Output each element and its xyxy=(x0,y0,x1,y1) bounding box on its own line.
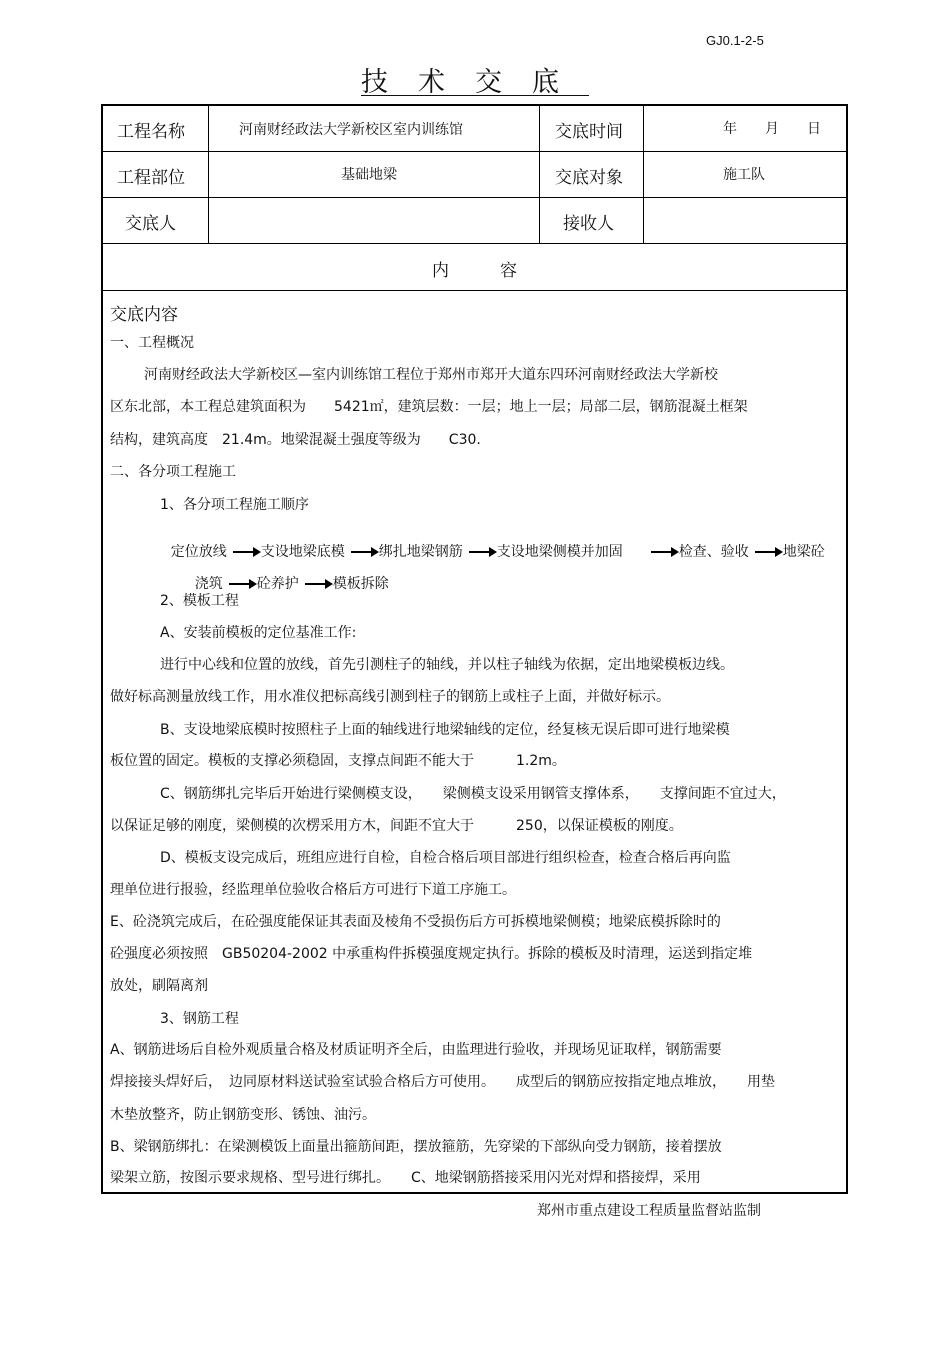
flow-step: 砼养护 xyxy=(256,576,299,592)
target-label: 交底对象 xyxy=(555,168,623,188)
discloser-label: 交底人 xyxy=(125,214,176,234)
paragraph-line: 进行中心线和位置的放线，首先引测柱子的轴线，并以柱子轴线为依据，定出地梁模板边线。 xyxy=(160,657,734,673)
target-value: 施工队 xyxy=(723,167,765,183)
document-title: 技术交底 xyxy=(361,67,589,98)
arrow-right-icon xyxy=(469,551,495,553)
flow-step: 检查、验收 xyxy=(678,544,749,560)
paragraph-line: 梁架立筋，按图示要求规格、型号进行绑扎。 C、地梁钢筋搭接采用闪光对焊和搭接焊，采用 xyxy=(110,1170,701,1186)
paragraph-line: B、支设地梁底模时按照柱子上面的轴线进行地梁轴线的定位，经复核无误后即可进行地梁模 xyxy=(160,722,730,738)
flow-step: 定位放线 xyxy=(170,544,227,560)
flow-step: 绑扎地梁钢筋 xyxy=(378,544,463,560)
project-name-label: 工程名称 xyxy=(117,122,185,142)
arrow-right-icon xyxy=(233,551,259,553)
arrow-right-icon xyxy=(229,583,255,585)
paragraph-line: A、安装前模板的定位基准工作: xyxy=(160,625,357,641)
content-heading: 内 容 xyxy=(432,261,517,281)
row-divider xyxy=(103,290,846,291)
row-divider xyxy=(103,151,846,152)
paragraph-line: 木垫放整齐，防止钢筋变形、锈蚀、油污。 xyxy=(110,1107,376,1123)
flow-step: 地梁砼 xyxy=(782,544,825,560)
arrow-right-icon xyxy=(351,551,377,553)
subsection-heading: 2、模板工程 xyxy=(160,593,239,609)
paragraph-line: D、模板支设完成后，班组应进行自检，自检合格后项目部进行组织检查，检查合格后再向监 xyxy=(160,850,731,866)
paragraph-line: 结构，建筑高度 21.4m。地梁混凝土强度等级为 C30. xyxy=(110,432,481,448)
paragraph-line: B、梁钢筋绑扎：在梁测模饭上面量出箍筋间距，摆放箍筋，先穿梁的下部纵向受力钢筋，接着摆放 xyxy=(110,1139,722,1155)
subsection-heading: 3、钢筋工程 xyxy=(160,1011,239,1027)
content-title: 交底内容 xyxy=(110,305,178,325)
paragraph-line: E、砼浇筑完成后，在砼强度能保证其表面及棱角不受损伤后方可拆模地梁侧模；地梁底模拆除时的 xyxy=(110,914,721,930)
column-divider xyxy=(643,106,644,243)
flow-step: 浇筑 xyxy=(194,576,223,592)
column-divider xyxy=(208,106,209,243)
receiver-label: 接收人 xyxy=(563,214,614,234)
row-divider xyxy=(103,243,846,244)
paragraph-line: 以保证足够的刚度，梁侧模的次楞采用方木，间距不宜大于 250，以保证模板的刚度。 xyxy=(110,818,683,834)
paragraph-line: 砼强度必须按照 GB50204-2002 中承重构件拆模强度规定执行。拆除的模板及时清理，运送到指定堆 xyxy=(110,946,753,962)
arrow-right-icon xyxy=(755,551,781,553)
paragraph-line: 板位置的固定。模板的支撑必须稳固，支撑点间距不能大于 1.2m。 xyxy=(110,753,566,769)
document-code: GJ0.1-2-5 xyxy=(706,33,764,48)
paragraph-line: 区东北部，本工程总建筑面积为 5421㎡，建筑层数：一层；地上一层；局部二层，钢筋混凝土框架 xyxy=(110,399,748,415)
subsection-heading: 1、各分项工程施工顺序 xyxy=(160,497,309,513)
flow-step: 支设地梁侧模并加固 xyxy=(496,544,623,560)
section-heading: 二、各分项工程施工 xyxy=(110,464,236,480)
part-value: 基础地梁 xyxy=(341,167,397,183)
project-name-value: 河南财经政法大学新校区室内训练馆 xyxy=(239,122,463,138)
flow-step: 模板拆除 xyxy=(332,576,389,592)
column-divider xyxy=(539,106,540,243)
flow-step: 支设地梁底模 xyxy=(260,544,345,560)
paragraph-line: 做好标高测量放线工作，用水准仪把标高线引测到柱子的钢筋上或柱子上面，并做好标示。 xyxy=(110,689,670,705)
arrow-right-icon xyxy=(305,583,331,585)
paragraph-line: A、钢筋进场后自检外观质量合格及材质证明齐全后，由监理进行验收，并现场见证取样，钢筋需要 xyxy=(110,1042,722,1058)
date-value: 年 月 日 xyxy=(723,121,821,137)
part-label: 工程部位 xyxy=(117,168,185,188)
arrow-right-icon xyxy=(651,551,677,553)
paragraph-line: 放处，刷隔离剂 xyxy=(110,978,208,994)
paragraph-line: 河南财经政法大学新校区—室内训练馆工程位于郑州市郑开大道东四环河南财经政法大学新校 xyxy=(144,367,718,383)
paragraph-line: C、钢筋绑扎完毕后开始进行梁侧模支设， 梁侧模支设采用钢管支撑体系， 支撑间距不宜过大， xyxy=(160,786,786,802)
paragraph-line: 理单位进行报验，经监理单位验收合格后方可进行下道工序施工。 xyxy=(110,882,516,898)
date-label: 交底时间 xyxy=(555,122,623,142)
row-divider xyxy=(103,197,846,198)
section-heading: 一、工程概况 xyxy=(110,335,194,351)
disclosure-form xyxy=(101,104,848,1194)
footer-issuer: 郑州市重点建设工程质量监督站监制 xyxy=(537,1203,761,1219)
paragraph-line: 焊接接头焊好后， 边同原材料送试验室试验合格后方可使用。 成型后的钢筋应按指定地点堆放， 用垫 xyxy=(110,1074,775,1090)
